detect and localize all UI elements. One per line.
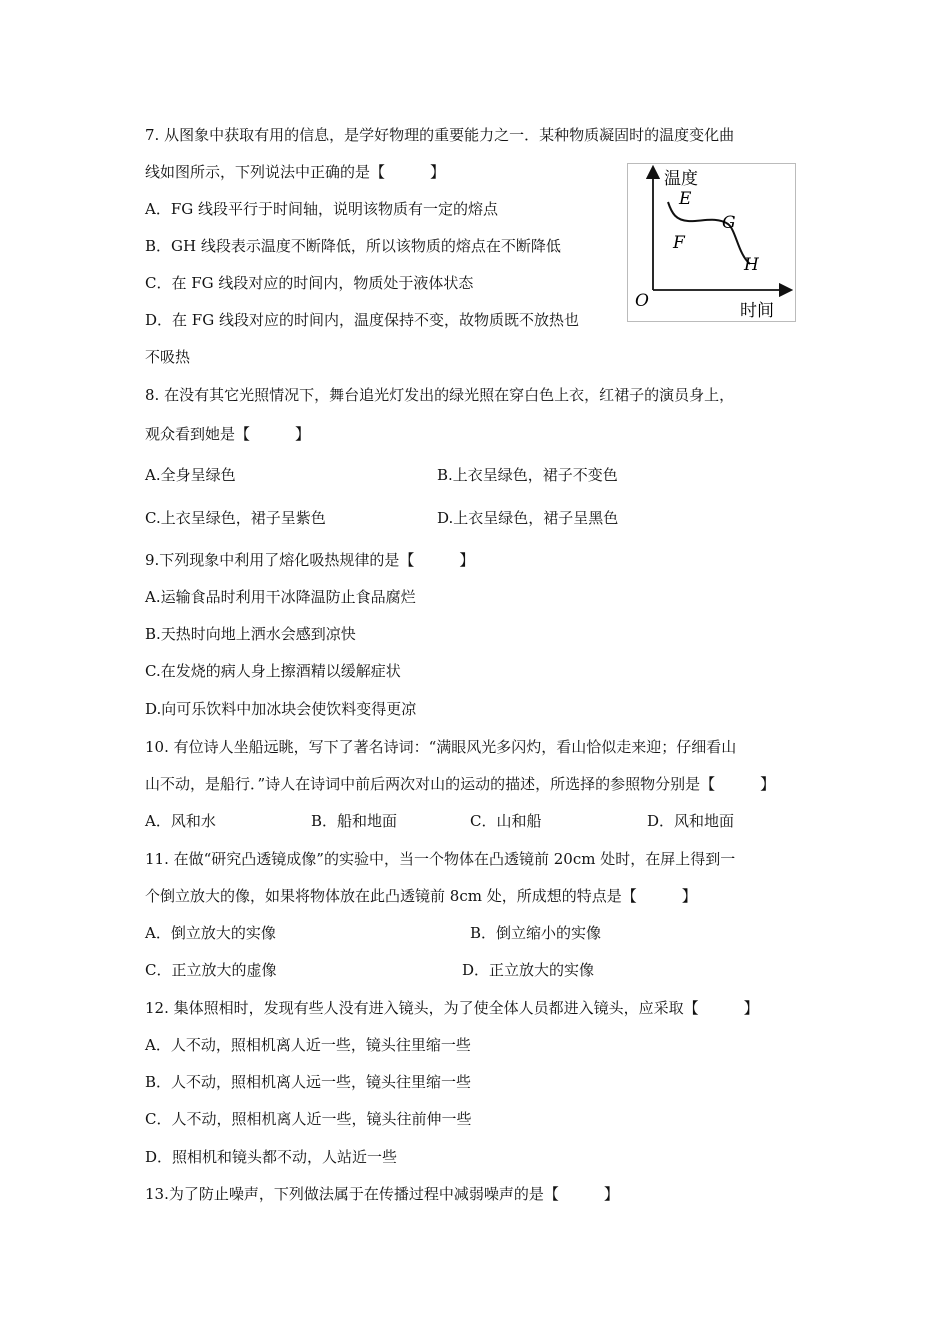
q7-option-d-line2: 不吸热 [145,348,191,366]
origin-label: O [635,291,649,311]
q11-option-d: D．正立放大的实像 [462,961,595,979]
q7-stem-line2: 线如图所示，下列说法中正确的是【 】 [145,163,446,181]
q9-option-a: A.运输食品时利用干冰降温防止食品腐烂 [145,588,416,606]
q11-option-c: C．正立放大的虚像 [145,961,277,979]
q12-option-c: C．人不动，照相机离人近一些，镜头往前伸一些 [145,1110,472,1128]
q9-stem: 9.下列现象中利用了熔化吸热规律的是【 】 [145,551,475,569]
q7-option-a: A．FG 线段平行于时间轴，说明该物质有一定的熔点 [145,200,498,218]
y-axis-label: 温度 [664,169,698,189]
q11-stem-line1: 11. 在做“研究凸透镜成像”的实验中，当一个物体在凸透镜前 20cm 处时，在屏上得到一 [145,850,736,868]
q12-option-d: D．照相机和镜头都不动，人站近一些 [145,1148,398,1166]
q12-option-b: B．人不动，照相机离人远一些，镜头往里缩一些 [145,1073,472,1091]
q10-stem-line2: 山不动，是船行．”诗人在诗词中前后两次对山的运动的描述，所选择的参照物分别是【 】 [145,775,776,793]
q8-stem-line1: 8. 在没有其它光照情况下，舞台追光灯发出的绿光照在穿白色上衣，红裙子的演员身上， [145,386,735,404]
q12-stem: 12. 集体照相时，发现有些人没有进入镜头，为了使全体人员都进入镜头，应采取【 】 [145,999,759,1017]
q8-option-c: C.上衣呈绿色，裙子呈紫色 [145,509,326,527]
q10-option-b: B．船和地面 [311,812,398,830]
q10-option-c: C．山和船 [470,812,542,830]
q9-option-c: C.在发烧的病人身上擦酒精以缓解症状 [145,662,401,680]
q13-stem: 13.为了防止噪声，下列做法属于在传播过程中减弱噪声的是【 】 [145,1185,619,1203]
q9-option-d: D.向可乐饮料中加冰块会使饮料变得更凉 [145,700,417,718]
q8-option-b: B.上衣呈绿色，裙子不变色 [437,466,618,484]
q8-option-a: A.全身呈绿色 [145,466,236,484]
point-f-label: F [673,233,685,253]
q8-option-d: D.上衣呈绿色，裙子呈黑色 [437,509,619,527]
q12-option-a: A．人不动，照相机离人近一些，镜头往里缩一些 [145,1036,471,1054]
q7-stem-line1: 7. 从图象中获取有用的信息，是学好物理的重要能力之一．某种物质凝固时的温度变化曲 [145,126,735,144]
q11-stem-line2: 个倒立放大的像，如果将物体放在此凸透镜前 8cm 处，所成想的特点是【 】 [145,887,697,905]
q10-stem-line1: 10. 有位诗人坐船远眺，写下了著名诗词：“满眼风光多闪灼，看山恰似走来迎；仔细看山 [145,738,737,756]
q7-option-b: B．GH 线段表示温度不断降低，所以该物质的熔点在不断降低 [145,237,561,255]
q10-option-a: A．风和水 [145,812,216,830]
q9-option-b: B.天热时向地上洒水会感到凉快 [145,625,356,643]
q7-option-d-line1: D．在 FG 线段对应的时间内，温度保持不变，故物质既不放热也 [145,311,579,329]
point-g-label: G [722,213,736,233]
q11-option-b: B．倒立缩小的实像 [470,924,602,942]
temperature-curve-figure [627,163,796,322]
q11-option-a: A．倒立放大的实像 [145,924,276,942]
q10-option-d: D．风和地面 [647,812,735,830]
q7-option-c: C．在 FG 线段对应的时间内，物质处于液体状态 [145,274,474,292]
x-axis-label: 时间 [740,301,774,321]
point-e-label: E [679,189,692,209]
point-h-label: H [744,255,759,275]
q8-stem-line2: 观众看到她是【 】 [145,425,311,443]
